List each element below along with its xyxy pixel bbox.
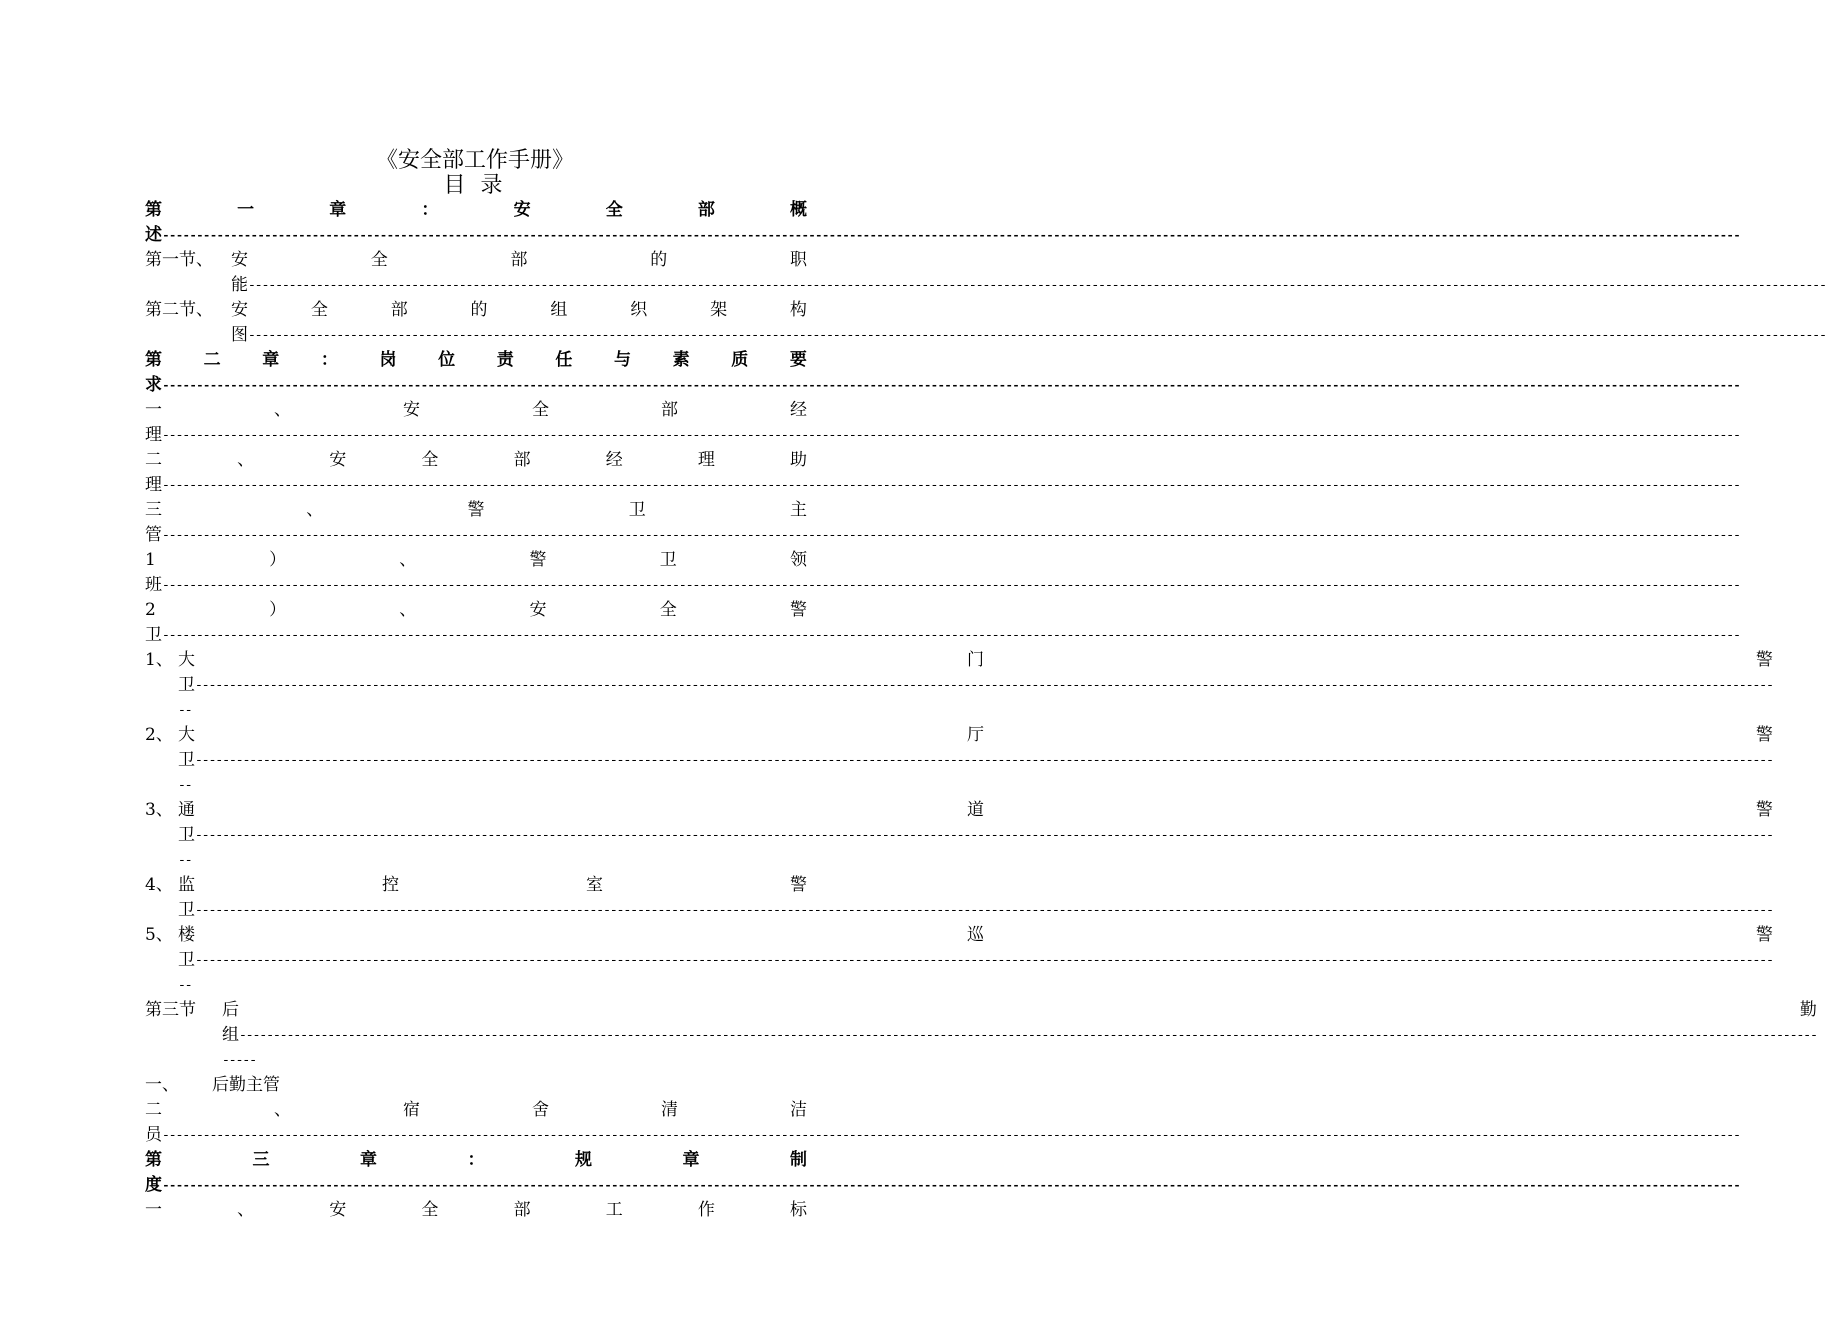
toc-item-gate-guard[interactable]: 1、 大 门 警 卫 ----- -- (145, 648, 807, 723)
dot-leader (195, 898, 1773, 923)
dot-leader (162, 1123, 1740, 1148)
toc-item-security-guard[interactable]: 2 ） 、 安 全 警 卫 ----- (145, 598, 807, 648)
toc-item-logistics-supervisor[interactable]: 一、 后勤主管 (145, 1075, 280, 1095)
dot-leader (162, 373, 1740, 398)
toc-section-1[interactable]: 第一节、 安 全 部 的 职 能 ----- (145, 248, 807, 298)
dot-leader (195, 823, 1773, 848)
dot-leader (162, 573, 1740, 598)
dot-leader (162, 423, 1740, 448)
toc-item-floor-patrol-guard[interactable]: 5、 楼 巡 警 卫 ----- -- (145, 923, 807, 998)
dot-leader (162, 223, 1740, 248)
document-title: 《安全部工作手册》 (375, 148, 574, 173)
toc-section-3[interactable]: 第三节 后 勤 组 ----- ----- (145, 998, 807, 1073)
toc-section-2[interactable]: 第二节、 安 全 部 的 组 织 架 构 图 ----- (145, 298, 807, 348)
dot-leader (248, 323, 1826, 348)
toc-item-lobby-guard[interactable]: 2、 大 厅 警 卫 ----- -- (145, 723, 807, 798)
dot-leader (162, 1173, 1740, 1198)
toc-chapter-1[interactable]: 第 一 章 ： 安 全 部 概 述 ----- (145, 198, 807, 248)
dot-leader (195, 673, 1773, 698)
toc-item-guard-leader[interactable]: 1 ） 、 警 卫 领 班 ----- (145, 548, 807, 598)
toc-chapter-3[interactable]: 第 三 章 ： 规 章 制 度 ----- (145, 1148, 807, 1198)
toc-item-guard-supervisor[interactable]: 三 、 警 卫 主 管 ----- (145, 498, 807, 548)
dot-leader (239, 1023, 1817, 1048)
dot-leader (162, 523, 1740, 548)
dot-leader (248, 273, 1826, 298)
toc-item-passage-guard[interactable]: 3、 通 道 警 卫 ----- -- (145, 798, 807, 873)
toc-chapter-1-title: 第 一 章 ： 安 全 部 概 (145, 200, 807, 220)
dot-leader (195, 748, 1773, 773)
toc-item-manager[interactable]: 一 、 安 全 部 经 理 ----- (145, 398, 807, 448)
toc-item-assistant-manager[interactable]: 二 、 安 全 部 经 理 助 理 ----- (145, 448, 807, 498)
toc-item-dorm-cleaner[interactable]: 二 、 宿 舍 清 洁 员 ----- (145, 1098, 807, 1148)
dot-leader (162, 473, 1740, 498)
table-of-contents (145, 198, 1817, 1223)
toc-chapter-2[interactable]: 第 二 章 ： 岗 位 责 任 与 素 质 要 求 ----- (145, 348, 807, 398)
dot-leader (162, 623, 1740, 648)
toc-item-monitor-room-guard[interactable]: 4、 监 控 室 警 卫 ----- (145, 873, 807, 923)
toc-item-work-standards[interactable]: 一 、 安 全 部 工 作 标 (145, 1200, 807, 1220)
toc-heading: 目 录 (443, 173, 507, 198)
dot-leader (195, 948, 1773, 973)
